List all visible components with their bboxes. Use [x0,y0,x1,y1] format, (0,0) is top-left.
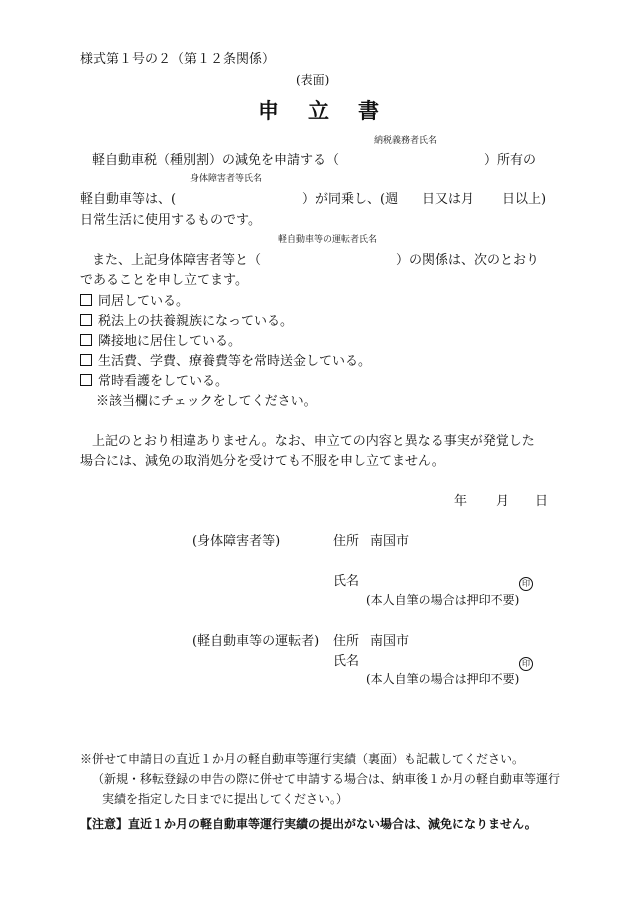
signer1-address-label: 住所 [333,534,360,549]
checkbox[interactable] [80,314,92,326]
seal-icon: 印 [519,577,533,591]
p1-line2-start: 軽自動車等は、( [80,192,177,207]
checkbox[interactable] [80,294,92,306]
checkbox[interactable] [80,354,92,366]
signer2-seal-mark [519,651,533,671]
signer1-address-value: 南国市 [370,534,410,549]
signer2-address-label: 住所 [333,634,360,649]
checkbox[interactable] [80,374,92,386]
p2-line2: であることを申し立てます。 [80,273,248,288]
signer2-role: (軽自動車等の運転者) [192,634,320,649]
check-item-nursing[interactable]: 常時看護をしている。 [80,370,228,389]
signer1-seal-mark [519,571,533,591]
p1-line2-end: 日以上) [502,192,547,207]
declaration-line1: 上記のとおり相違ありません。なお、申立ての内容と異なる事実が発覚した [92,434,535,449]
checklist-note: ※該当欄にチェックをしてください。 [96,394,317,409]
footer-note1: ※併せて申請日の直近１か月の軽自動車等運行実績（裏面）も記載してください。 [80,752,525,766]
p1-line1-end: ）所有の [484,153,537,168]
p1-line2-mid: ）が同乗し、(週 [302,192,399,207]
page-title: 申 立 書 [258,98,383,123]
date-day: 日 [535,494,549,509]
p1-line1-start: 軽自動車税（種別割）の減免を申請する（ [92,153,340,168]
signer1-role: (身体障害者等) [192,534,281,549]
taxpayer-name-label: 納税義務者氏名 [374,136,438,146]
footer-note2: （新規・移転登録の申告の際に併せて申請する場合は、納車後１か月の軽自動車等運行 [92,772,561,786]
disabled-person-name-label: 身体障害者等氏名 [190,174,263,184]
check-item-remittance[interactable]: 生活費、学費、療養費等を常時送金している。 [80,350,371,369]
seal-icon: 印 [519,657,533,671]
footer-caution: 【注意】直近１か月の軽自動車等運行実績の提出がない場合は、減免になりません。 [80,817,537,831]
p2-line1-start: また、上記身体障害者等と（ [92,253,262,268]
signer2-address-value: 南国市 [370,634,410,649]
p1-line3: 日常生活に使用するものです。 [80,213,261,228]
check-item-dependent[interactable]: 税法上の扶養親族になっている。 [80,310,293,329]
signer2-note: (本人自筆の場合は押印不要) [366,672,520,686]
signer1-name-label: 氏名 [333,574,360,589]
date-month: 月 [496,494,510,509]
declaration-line2: 場合には、減免の取消処分を受けても不服を申し立てません。 [80,454,445,469]
form-number: 様式第１号の２（第１２条関係） [80,52,276,67]
driver-name-label: 軽自動車等の運転者氏名 [278,235,378,245]
side-label: (表面) [296,73,330,87]
signer2-name-label: 氏名 [333,654,360,669]
date-year: 年 [454,494,468,509]
p1-line2-day-or-month: 日又は月 [422,192,475,207]
footer-note3: 実績を指定した日までに提出してください。） [102,792,349,806]
check-item-adjacent[interactable]: 隣接地に居住している。 [80,330,241,349]
p2-line1-end: ）の関係は、次のとおり [396,253,540,268]
checkbox[interactable] [80,334,92,346]
signer1-note: (本人自筆の場合は押印不要) [366,593,520,607]
check-item-cohabit[interactable]: 同居している。 [80,290,189,309]
